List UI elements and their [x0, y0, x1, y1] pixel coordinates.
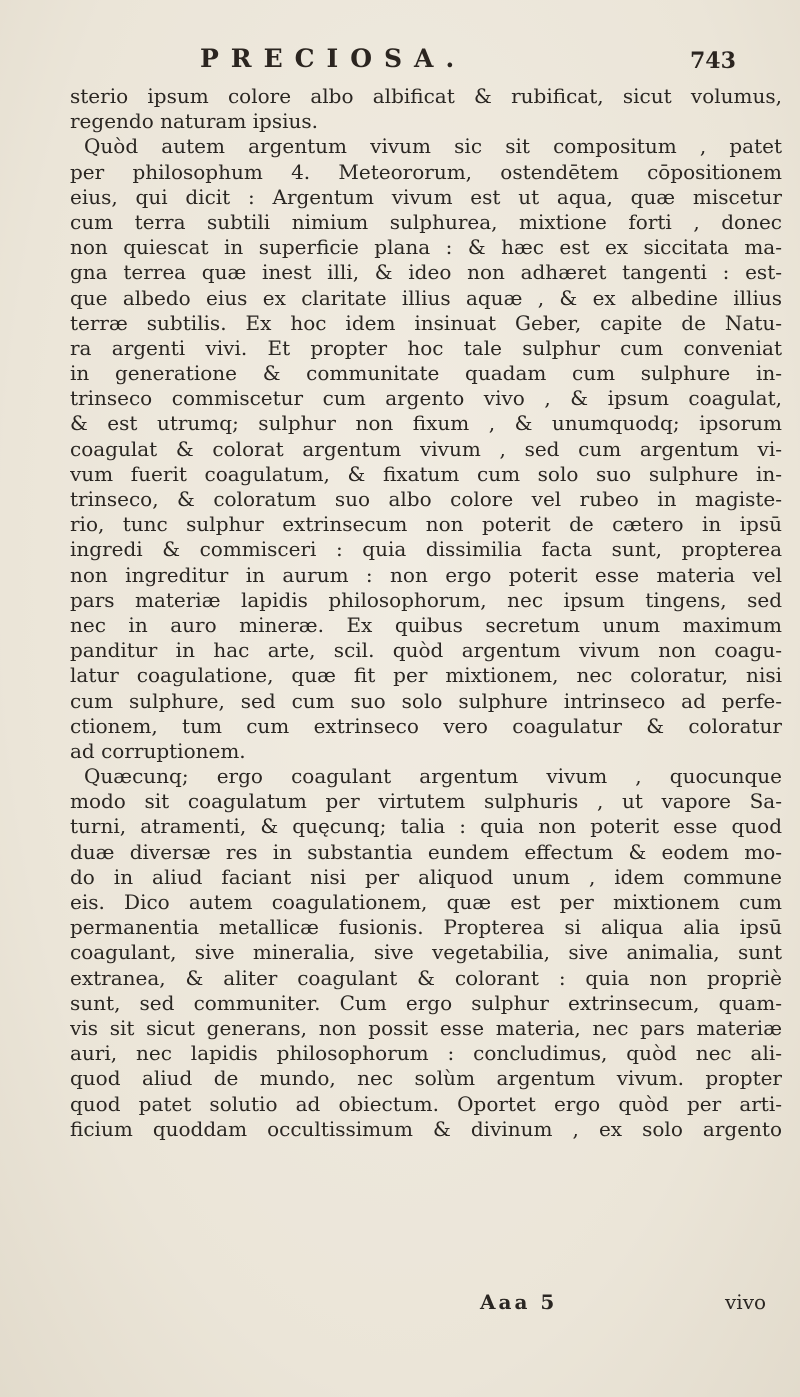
- page-number: 743: [690, 48, 736, 74]
- text-line: terræ subtilis. Ex hoc idem insinuat Geber, capite de Natu-: [70, 310, 782, 335]
- text-line: non ingreditur in aurum : non ergo poterit esse materia vel: [70, 562, 782, 587]
- text-line: regendo naturam ipsius.: [70, 109, 319, 134]
- text-line: eis. Dico autem coagulationem, quæ est per mixtionem cum: [70, 890, 782, 914]
- page-header: [0, 44, 800, 80]
- text-line: sunt, sed communiter. Cum ergo sulphur extrinsecum, quam-: [70, 990, 782, 1015]
- page-footer: [0, 1290, 800, 1320]
- text-line: coagulant, sive mineralia, sive vegetabilia, sive animalia, sunt: [70, 940, 782, 965]
- text-line: vum fuerit coagulatum, & fixatum cum solo suo sulphure in-: [70, 461, 782, 486]
- text-line: duæ diversæ res in substantia eundem effectum & eodem mo-: [70, 839, 782, 864]
- text-line: cum sulphure, sed cum suo solo sulphure intrinseco ad perfe-: [70, 688, 782, 713]
- text-line: quod aliud de mundo, nec solùm argentum vivum. propter: [70, 1066, 782, 1091]
- text-line: turni, atramenti, & quęcunq; talia : quia non poterit esse quod: [70, 814, 782, 839]
- text-line: rio, tunc sulphur extrinsecum non poterit de cætero in ipsū: [70, 512, 782, 537]
- text-line: gna terrea quæ inest illi, & ideo non adhæret tangenti : est-: [70, 260, 782, 285]
- body-text: [70, 84, 782, 1142]
- text-line: vis sit sicut generans, non possit esse materia, nec pars materiæ: [70, 1015, 782, 1040]
- text-line: sterio ipsum colore albo albificat & rubificat, sicut volumus,: [70, 84, 782, 108]
- text-line: do in aliud faciant nisi per aliquod unum , idem commune: [70, 864, 782, 889]
- text-line: auri, nec lapidis philosophorum : concludimus, quòd nec ali-: [70, 1041, 782, 1066]
- catchword: vivo: [725, 1290, 767, 1314]
- text-line: extranea, & aliter coagulant & colorant : quia non propriè: [70, 965, 782, 990]
- text-line: trinseco, & coloratum suo albo colore vel rubeo in magiste-: [70, 487, 782, 511]
- text-line: ra argenti vivi. Et propter hoc tale sulphur cum conveniat: [70, 335, 782, 360]
- text-line: Quòd autem argentum vivum sic sit compositum , patet: [84, 134, 782, 159]
- text-line: permanentia metallicæ fusionis. Propterea si aliqua alia ipsū: [70, 915, 782, 940]
- text-line: ad corruptionem.: [70, 738, 246, 763]
- text-line: cum terra subtili nimium sulphurea, mixtione forti , donec: [70, 209, 782, 234]
- text-line: in generatione & communitate quadam cum sulphure in-: [70, 361, 782, 386]
- text-line: latur coagulatione, quæ fit per mixtionem, nec coloratur, nisi: [70, 663, 782, 688]
- text-line: pars materiæ lapidis philosophorum, nec ipsum tingens, sed: [70, 587, 782, 612]
- text-line: Quæcunq; ergo coagulant argentum vivum , quocunque: [84, 764, 782, 789]
- text-line: & est utrumq; sulphur non fixum , & unumquodq; ipsorum: [70, 411, 782, 436]
- text-line: ingredi & commisceri : quia dissimilia facta sunt, propterea: [70, 537, 782, 562]
- text-line: ctionem, tum cum extrinseco vero coagulatur & coloratur: [70, 713, 782, 738]
- text-line: eius, qui dicit : Argentum vivum est ut aqua, quæ miscetur: [70, 184, 782, 209]
- running-head: PRECIOSA.: [200, 44, 467, 73]
- text-line: ficium quoddam occultissimum & divinum , ex solo argento: [70, 1116, 782, 1141]
- text-line: nec in auro mineræ. Ex quibus secretum unum maximum: [70, 612, 782, 637]
- text-line: modo sit coagulatum per virtutem sulphuris , ut vapore Sa-: [70, 789, 782, 814]
- text-line: que albedo eius ex claritate illius aquæ , & ex albedine illius: [70, 285, 782, 310]
- text-line: trinseco commiscetur cum argento vivo , & ipsum coagulat,: [70, 386, 782, 411]
- text-line: quod patet solutio ad obiectum. Oportet ergo quòd per arti-: [70, 1091, 782, 1116]
- text-line: coagulat & colorat argentum vivum , sed cum argentum vi-: [70, 436, 782, 461]
- text-line: non quiescat in superficie plana : & hæc est ex siccitata ma-: [70, 235, 782, 260]
- text-line: panditur in hac arte, scil. quòd argentum vivum non coagu-: [70, 638, 782, 663]
- signature-mark: Aaa 5: [480, 1290, 558, 1314]
- text-line: per philosophum 4. Meteororum, ostendētem cōpositionem: [70, 159, 782, 184]
